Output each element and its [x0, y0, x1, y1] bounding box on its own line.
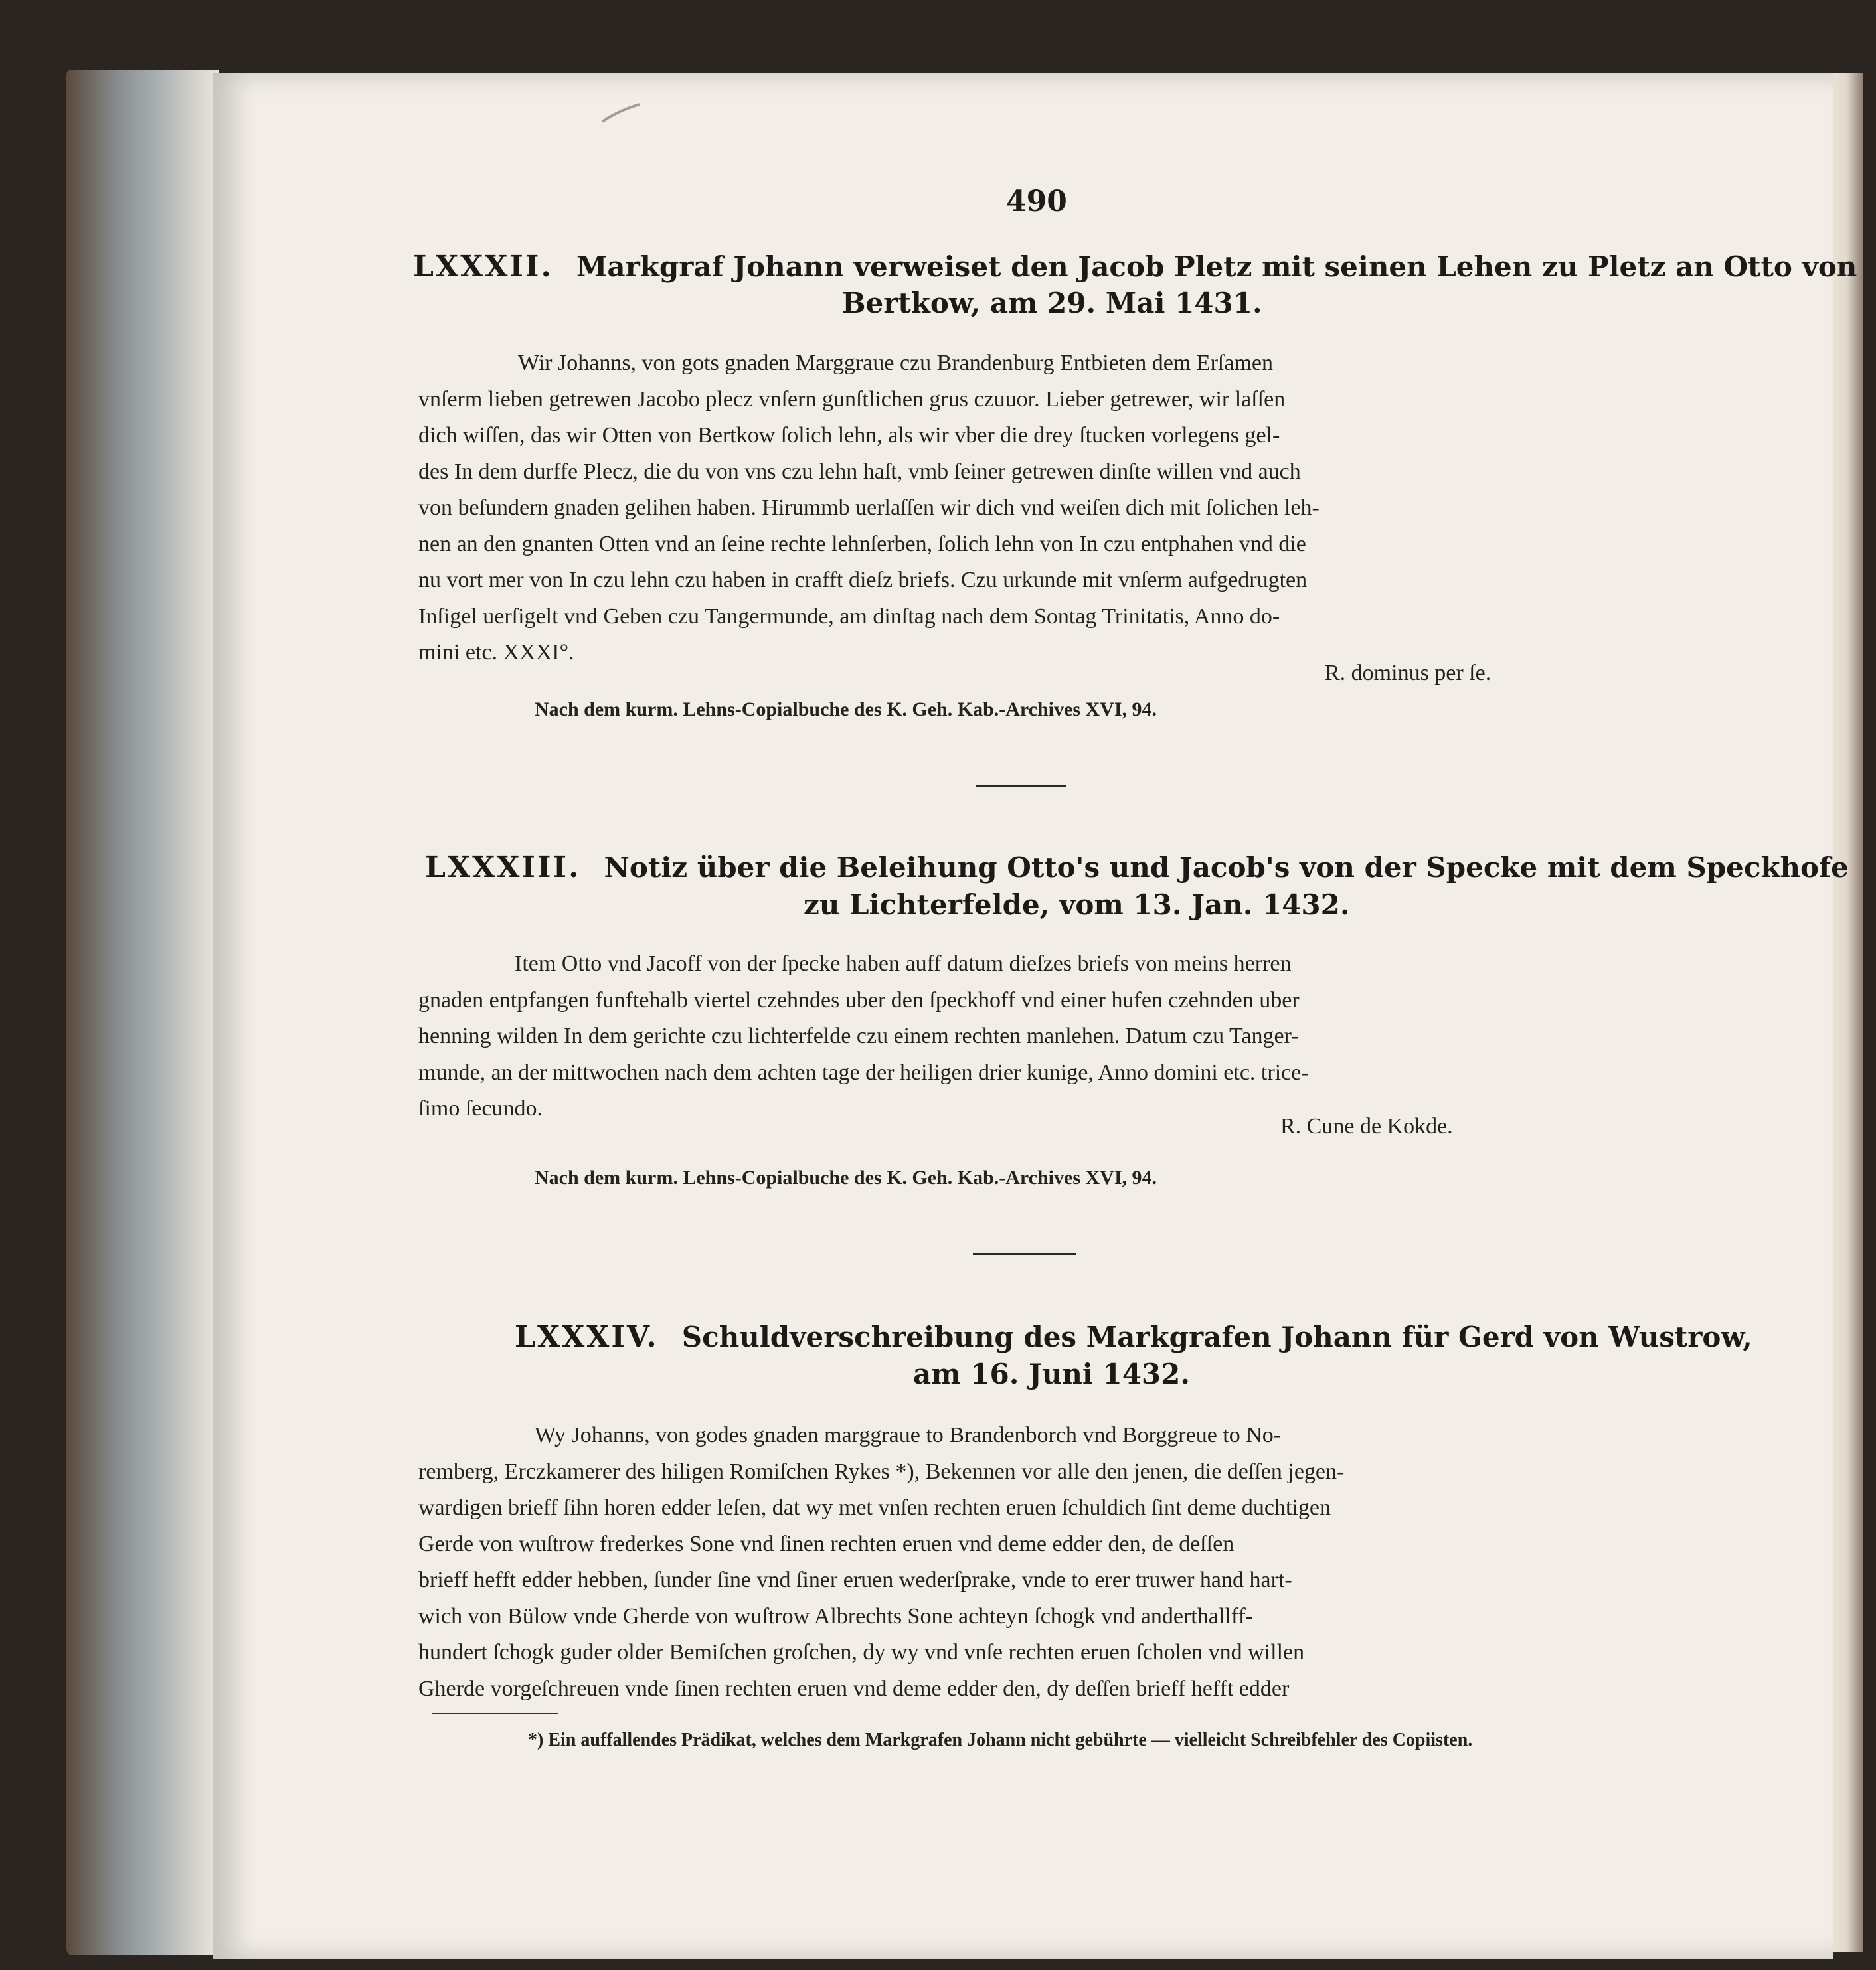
text-line: nen an den gnanten Otten vnd an ſeine rechte lehnſerben, ſolich lehn von In czu entphahen vnd die [418, 531, 1306, 556]
section-heading-lxxxiv [515, 1320, 1752, 1354]
section-title-line2: zu Lichterfelde, vom 13. Jan. 1432. [804, 888, 1350, 921]
text-line: dich wiſſen, das wir Otten von Bertkow ſolich lehn, als wir vber die drey ſtucken vorlegens gel- [418, 423, 1280, 448]
signature: R. dominus per ſe. [1325, 661, 1492, 685]
text-line: vnſerm lieben getrewen Jacobo plecz vnſern gunſtlichen grus czuuor. Lieber getrewer, wir laſſen [418, 386, 1286, 412]
section-title: Schuldverschreibung des Markgrafen Johann für Gerd von Wustrow, [681, 1321, 1752, 1353]
text-line: wich von Bülow vnde Gherde von wuſtrow Albrechts Sone achteyn ſchogk vnd anderthallff- [418, 1603, 1254, 1629]
text-line: brieff hefft edder hebben, ſunder ſine vnd ſiner eruen wederſprake, vnde to erer truwer hand hart- [418, 1568, 1292, 1592]
text-line: henning wilden In dem gerichte czu lichterfelde czu einem rechten manlehen. Datum czu Tanger- [418, 1024, 1299, 1048]
section-divider [976, 785, 1066, 787]
footnote: *) Ein auffallendes Prädikat, welches dem Markgrafen Johann nicht gebührte — vielleicht Schreibfehler des Copiisten. [528, 1730, 1473, 1750]
text-line: Wy Johanns, von godes gnaden marggraue to Brandenborch vnd Borggreue to No- [535, 1423, 1282, 1447]
text-line: Gerde von wuſtrow frederkes Sone vnd ſinen rechten eruen vnd deme edder den, de deſſen [418, 1531, 1235, 1556]
text-line: remberg, Erczkamerer des hiligen Romiſchen Rykes *), Bekennen vor alle den jenen, die deſſen jegen- [418, 1459, 1345, 1484]
text-line: Gherde vorgeſchreuen vnde ſinen rechten eruen vnd deme edder den, dy deſſen brieff hefft edder [418, 1676, 1290, 1701]
page-number: 490 [1006, 185, 1067, 218]
footnote-rule [432, 1713, 558, 1714]
section-text-lxxxiv [418, 1418, 1650, 1707]
section-title: Notiz über die Beleihung Otto's und Jacob's von der Specke mit dem Speckhofe [604, 851, 1849, 884]
text-line: gnaden entpfangen funftehalb viertel czehndes uber den ſpeckhoff vnd einer hufen czehnden uber [418, 987, 1300, 1013]
pencil-mark [601, 103, 641, 123]
text-line: Inſigel uerſigelt vnd Geben czu Tangermunde, am dinſtag nach dem Sontag Trinitatis, Anno do- [418, 604, 1280, 629]
section-title: Markgraf Johann verweiset den Jacob Pletz mit seinen Lehen zu Pletz an Otto von [576, 250, 1857, 283]
text-line: wardigen brieff ſihn horen edder leſen, dat wy met vnſen rechten eruen ſchuldich ſint deme duchtigen [418, 1495, 1331, 1520]
section-divider [973, 1253, 1076, 1255]
text-line: Item Otto vnd Jacoff von der ſpecke haben auff datum dieſzes briefs von meins herren [515, 951, 1292, 976]
source-note: Nach dem kurm. Lehns-Copialbuche des K. Geh. Kab.-Archives XVI, 94. [535, 698, 1157, 720]
book-page-edges [66, 70, 219, 1955]
section-text-lxxxii [418, 345, 1650, 671]
section-number: LXXXIII. [425, 851, 581, 884]
text-line: des In dem durffe Plecz, die du von vns czu lehn haſt, vmb ſeiner getrewen dinſte willen vnd auch [418, 459, 1301, 484]
text-line: nu vort mer von In czu lehn czu haben in crafft dieſz briefs. Czu urkunde mit vnſerm aufgedrugten [418, 568, 1308, 592]
section-text-lxxxiii [418, 946, 1650, 1127]
section-heading-lxxxiii [425, 851, 1849, 884]
text-line: Wir Johanns, von gots gnaden Marggraue czu Brandenburg Entbieten dem Erſamen [518, 351, 1274, 375]
section-title-line2: Bertkow, am 29. Mai 1431. [842, 287, 1262, 319]
signature: R. Cune de Kokde. [1280, 1114, 1453, 1139]
section-number: LXXXII. [413, 250, 553, 284]
source-note: Nach dem kurm. Lehns-Copialbuche des K. Geh. Kab.-Archives XVI, 94. [535, 1167, 1157, 1189]
text-line: hundert ſchogk guder older Bemiſchen groſchen, dy wy vnd vnſe rechten eruen ſcholen vnd willen [418, 1640, 1305, 1665]
section-title-line2: am 16. Juni 1432. [913, 1358, 1191, 1390]
section-heading-lxxxii [413, 250, 1857, 284]
text-line: ſimo ſecundo. [418, 1096, 543, 1121]
section-number: LXXXIV. [515, 1320, 659, 1354]
text-line: von beſundern gnaden gelihen haben. Hirummb uerlaſſen wir dich vnd weiſen dich mit ſolichen leh- [418, 495, 1320, 520]
text-line: munde, an der mittwochen nach dem achten tage der heiligen drier kunige, Anno domini etc. trice- [418, 1060, 1309, 1085]
text-line: mini etc. XXXI°. [418, 640, 574, 665]
